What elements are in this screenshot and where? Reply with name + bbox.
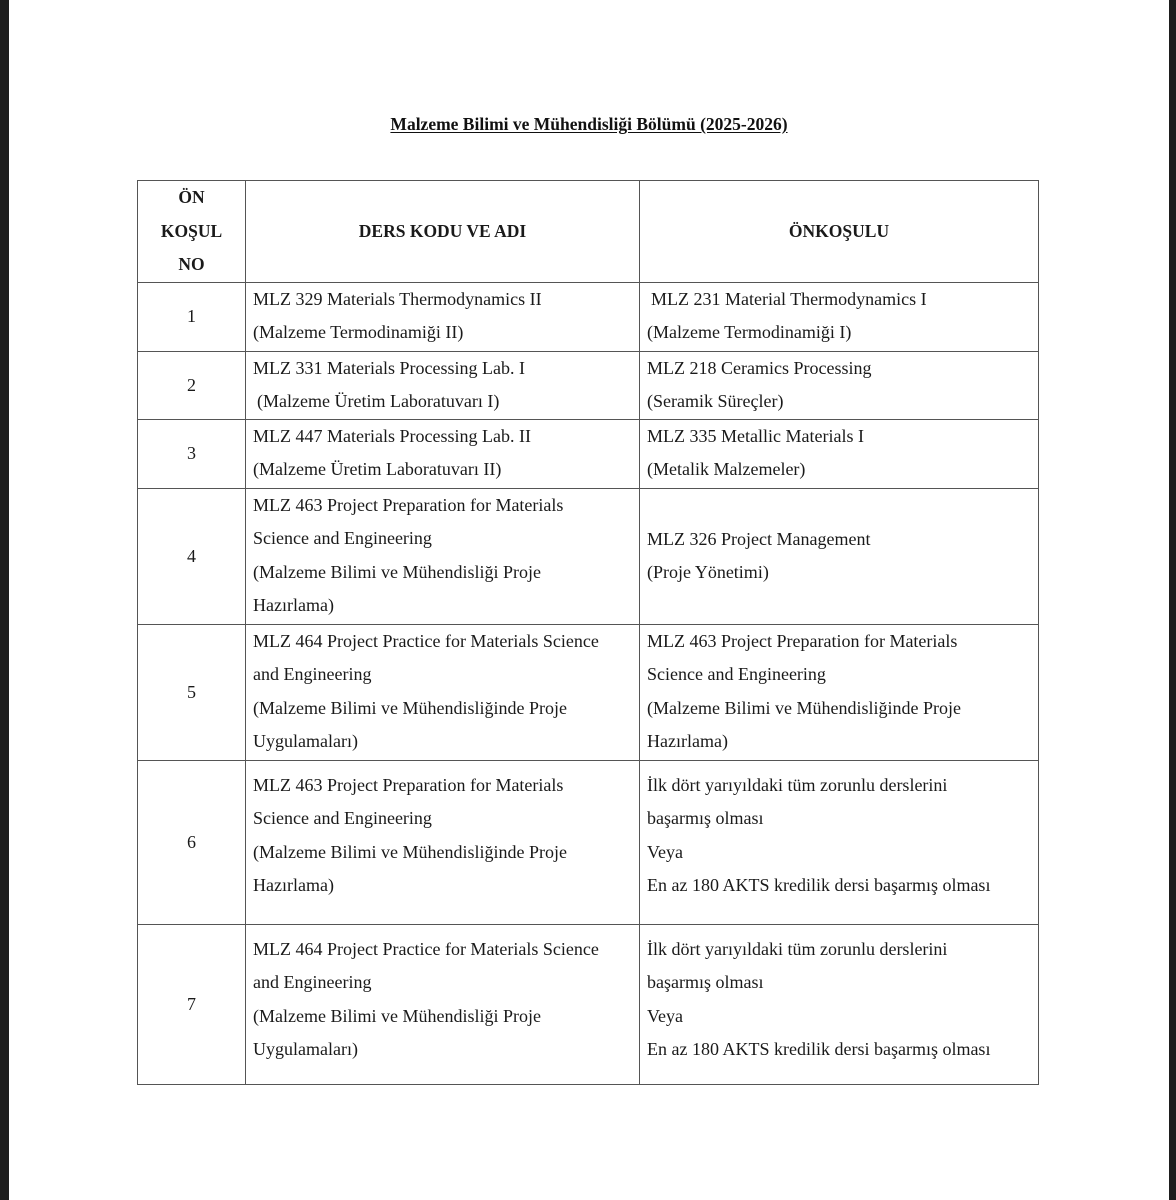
prereq-line: İlk dört yarıyıldaki tüm zorunlu derslerini [647, 938, 948, 959]
header-prereq-no-line1: ÖN [178, 187, 205, 207]
course-line: Science and Engineering [253, 528, 432, 548]
prerequisite-table [137, 180, 1039, 1085]
prereq-line: (Metalik Malzemeler) [647, 459, 806, 479]
course-line: MLZ 464 Project Practice for Materials Science [253, 630, 599, 651]
course-cell [246, 924, 640, 1084]
course-line: and Engineering [253, 972, 372, 992]
course-cell [246, 351, 640, 419]
course-line: MLZ 331 Materials Processing Lab. I [253, 357, 525, 378]
prereq-cell [640, 624, 1039, 760]
prereq-cell [640, 760, 1039, 924]
table-row [138, 351, 1039, 419]
course-cell [246, 760, 640, 924]
course-line: (Malzeme Bilimi ve Mühendisliği Proje [253, 1005, 541, 1026]
prereq-line: İlk dört yarıyıldaki tüm zorunlu derslerini [647, 774, 948, 795]
course-line: (Malzeme Bilimi ve Mühendisliği Proje [253, 561, 541, 582]
prereq-cell [640, 351, 1039, 419]
header-prerequisite: ÖNKOŞULU [640, 181, 1039, 283]
course-cell [246, 419, 640, 488]
prereq-line: MLZ 231 Material Thermodynamics I [651, 288, 927, 309]
document-page [9, 0, 1169, 1200]
left-frame-border [0, 0, 9, 1200]
course-line: and Engineering [253, 664, 372, 684]
table-row [138, 760, 1039, 924]
prereq-line: MLZ 218 Ceramics Processing [647, 357, 872, 378]
row-number: 7 [138, 924, 246, 1084]
course-line: (Malzeme Üretim Laboratuvarı II) [253, 459, 502, 479]
table-header-row [138, 181, 1039, 283]
table-row [138, 488, 1039, 624]
table-row [138, 282, 1039, 351]
row-number: 1 [138, 282, 246, 351]
course-line: (Malzeme Üretim Laboratuvarı I) [257, 391, 500, 411]
course-line: (Malzeme Bilimi ve Mühendisliğinde Proje [253, 841, 567, 862]
course-line: MLZ 329 Materials Thermodynamics II [253, 288, 542, 309]
row-number: 6 [138, 760, 246, 924]
prereq-line: Veya [647, 841, 683, 862]
course-line: Science and Engineering [253, 808, 432, 828]
course-line: Hazırlama) [253, 595, 334, 615]
right-frame-border [1169, 0, 1176, 1200]
row-number: 2 [138, 351, 246, 419]
course-cell [246, 624, 640, 760]
prereq-cell [640, 282, 1039, 351]
course-cell [246, 282, 640, 351]
table-row [138, 924, 1039, 1084]
prereq-line: (Malzeme Termodinamiği I) [647, 322, 852, 342]
prereq-line: (Proje Yönetimi) [647, 562, 769, 582]
prereq-line: En az 180 AKTS kredilik dersi başarmış olması [647, 875, 991, 895]
course-line: (Malzeme Termodinamiği II) [253, 322, 464, 342]
course-line: (Malzeme Bilimi ve Mühendisliğinde Proje [253, 697, 567, 718]
prereq-cell [640, 924, 1039, 1084]
prereq-cell [640, 488, 1039, 624]
course-line: MLZ 464 Project Practice for Materials Science [253, 938, 599, 959]
prereq-line: Veya [647, 1005, 683, 1026]
prereq-line: başarmış olması [647, 808, 764, 828]
row-number: 4 [138, 488, 246, 624]
course-cell [246, 488, 640, 624]
course-line: Hazırlama) [253, 875, 334, 895]
course-line: MLZ 463 Project Preparation for Materials [253, 774, 564, 795]
table-row [138, 624, 1039, 760]
prereq-line: MLZ 326 Project Management [647, 528, 871, 549]
prereq-line: En az 180 AKTS kredilik dersi başarmış olması [647, 1039, 991, 1059]
prereq-line: Hazırlama) [647, 731, 728, 751]
prereq-line: Science and Engineering [647, 664, 826, 684]
document-title: Malzeme Bilimi ve Mühendisliği Bölümü (2025-2026) [390, 114, 788, 134]
prereq-line: MLZ 463 Project Preparation for Materials [647, 630, 958, 651]
course-line: Uygulamaları) [253, 1039, 358, 1059]
table-row [138, 419, 1039, 488]
row-number: 5 [138, 624, 246, 760]
prereq-line: (Malzeme Bilimi ve Mühendisliğinde Proje [647, 697, 961, 718]
header-course-code-name: DERS KODU VE ADI [246, 181, 640, 283]
header-prereq-no [138, 181, 246, 283]
course-line: Uygulamaları) [253, 731, 358, 751]
header-prereq-no-line2: KOŞUL [160, 220, 223, 241]
row-number: 3 [138, 419, 246, 488]
course-line: MLZ 463 Project Preparation for Materials [253, 494, 564, 515]
prereq-line: (Seramik Süreçler) [647, 391, 784, 411]
prereq-line: MLZ 335 Metallic Materials I [647, 425, 864, 446]
prereq-line: başarmış olması [647, 972, 764, 992]
prereq-cell [640, 419, 1039, 488]
course-line: MLZ 447 Materials Processing Lab. II [253, 425, 531, 446]
header-prereq-no-line3: NO [178, 254, 205, 274]
